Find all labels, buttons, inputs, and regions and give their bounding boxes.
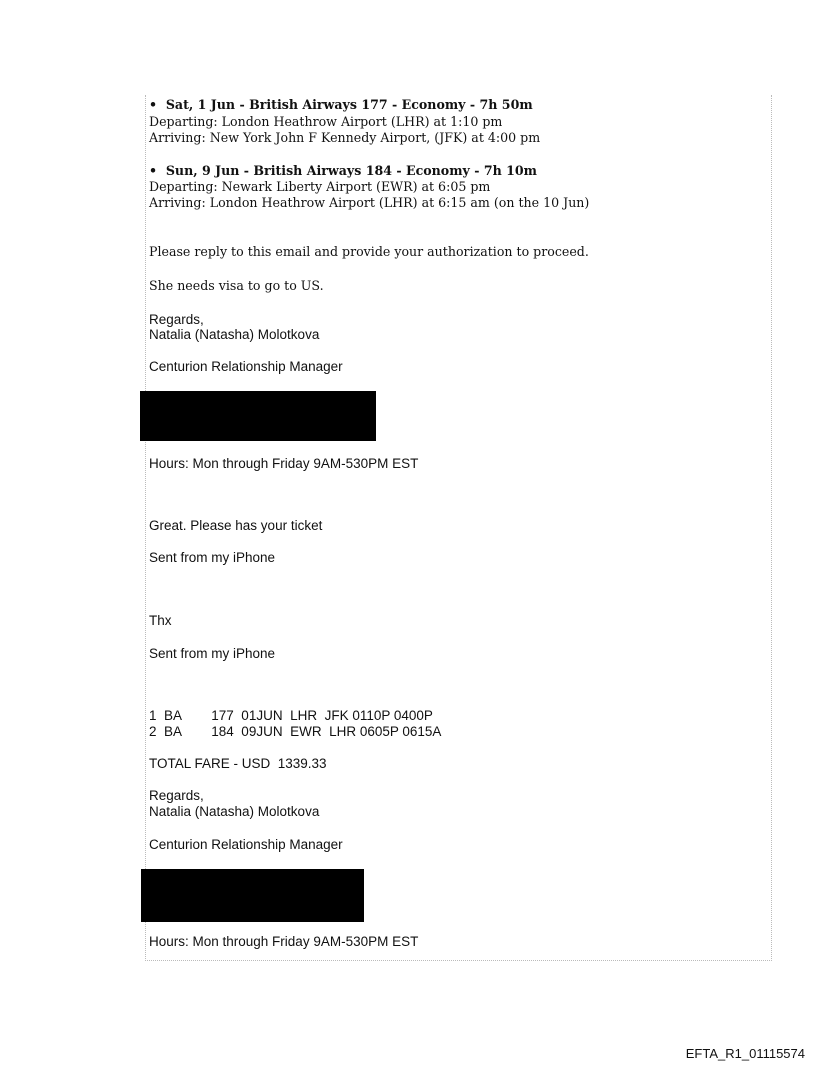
signature-name: Natalia (Natasha) Molotkova [149, 804, 320, 819]
message-great: Great. Please has your ticket [149, 518, 323, 533]
flight-1-arriving: Arriving: New York John F Kennedy Airport, (JFK) at 4:00 pm [149, 130, 541, 145]
signature-regards: Regards, [149, 312, 204, 327]
visa-note: She needs visa to go to US. [149, 278, 324, 293]
flight-2-header: • Sun, 9 Jun - British Airways 184 - Economy - 7h 10m [149, 163, 537, 178]
signature-title: Centurion Relationship Manager [149, 359, 343, 374]
redaction-block [141, 869, 364, 922]
signature-hours: Hours: Mon through Friday 9AM-530PM EST [149, 934, 419, 949]
signature-title: Centurion Relationship Manager [149, 837, 343, 852]
flight-2-arriving: Arriving: London Heathrow Airport (LHR) at 6:15 am (on the 10 Jun) [149, 195, 590, 210]
sent-from-iphone: Sent from my iPhone [149, 550, 276, 565]
total-fare: TOTAL FARE - USD 1339.33 [149, 756, 327, 771]
flight-2-departing: Departing: Newark Liberty Airport (EWR) at 6:05 pm [149, 179, 491, 194]
signature-name: Natalia (Natasha) Molotkova [149, 327, 320, 342]
flight-1-header: • Sat, 1 Jun - British Airways 177 - Economy - 7h 50m [149, 97, 533, 112]
signature-regards: Regards, [149, 788, 204, 803]
message-thx: Thx [149, 613, 172, 628]
sent-from-iphone: Sent from my iPhone [149, 646, 276, 661]
flight-1-departing: Departing: London Heathrow Airport (LHR) at 1:10 pm [149, 114, 503, 129]
itinerary-line: 2 BA 184 09JUN EWR LHR 0605P 0615A [149, 724, 442, 739]
redaction-block [140, 391, 376, 441]
document-id-footer: EFTA_R1_01115574 [685, 1046, 805, 1061]
signature-hours: Hours: Mon through Friday 9AM-530PM EST [149, 456, 419, 471]
reply-request: Please reply to this email and provide your authorization to proceed. [149, 244, 589, 259]
itinerary-line: 1 BA 177 01JUN LHR JFK 0110P 0400P [149, 708, 433, 723]
